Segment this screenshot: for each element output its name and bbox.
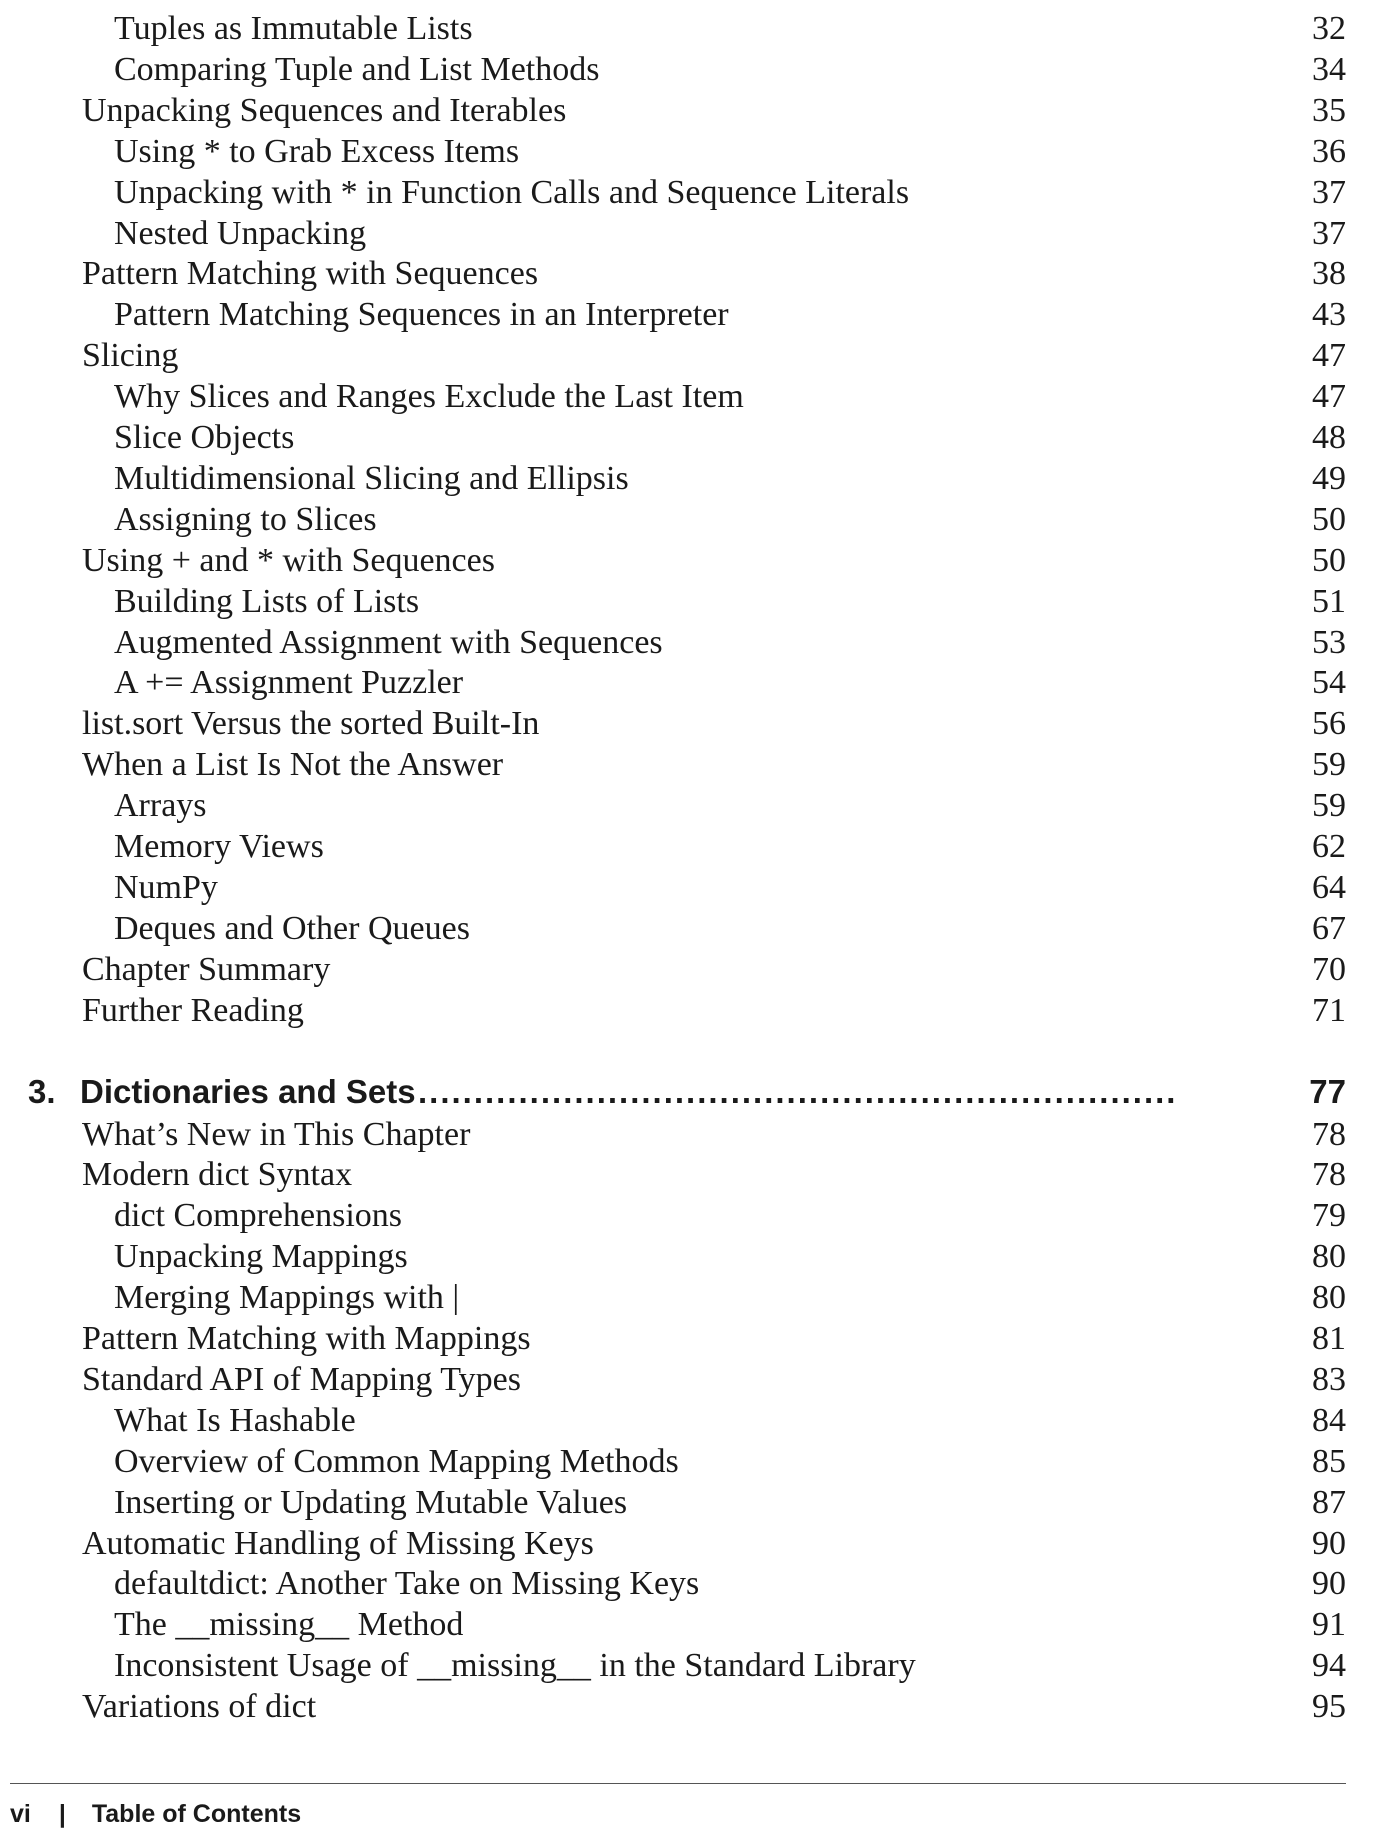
entry-title: Using + and * with Sequences	[82, 541, 495, 579]
toc-section-entry[interactable]	[82, 704, 1346, 744]
entry-page-number: 37	[1312, 173, 1346, 211]
entry-title: Further Reading	[82, 991, 304, 1029]
entry-page-number: 94	[1312, 1647, 1346, 1685]
entry-title: defaultdict: Another Take on Missing Keys	[114, 1565, 700, 1603]
entry-page-number: 59	[1312, 746, 1346, 784]
entry-title: list.sort Versus the sorted Built-In	[82, 705, 540, 743]
entry-title: Why Slices and Ranges Exclude the Last Item	[114, 378, 744, 416]
entry-page-number: 80	[1312, 1238, 1346, 1276]
entry-page-number: 38	[1312, 255, 1346, 293]
entry-title: Unpacking Sequences and Iterables	[82, 91, 567, 129]
entry-title: Standard API of Mapping Types	[82, 1360, 521, 1398]
entry-page-number: 37	[1312, 214, 1346, 252]
toc-subsection-entry[interactable]	[114, 909, 1346, 949]
toc-section-entry[interactable]	[82, 1524, 1346, 1564]
entry-title: Assigning to Slices	[114, 500, 377, 538]
entry-page-number: 49	[1312, 459, 1346, 497]
entry-page-number: 48	[1312, 419, 1346, 456]
entry-page-number: 35	[1312, 91, 1346, 129]
entry-title: Slice Objects	[114, 419, 295, 456]
toc-subsection-entry[interactable]	[114, 377, 1346, 417]
entry-page-number: 36	[1312, 132, 1346, 170]
entry-title: The __missing__ Method	[114, 1606, 464, 1644]
entry-title: Nested Unpacking	[114, 214, 367, 252]
footer-label: Table of Contents	[91, 1800, 302, 1828]
entry-page-number: 56	[1312, 705, 1346, 743]
entry-title: Comparing Tuple and List Methods	[114, 50, 600, 88]
entry-page-number: 64	[1312, 868, 1346, 906]
entry-title: Pattern Matching with Mappings	[82, 1320, 531, 1357]
entry-title: Unpacking Mappings	[114, 1238, 408, 1276]
toc-subsection-entry[interactable]	[114, 827, 1346, 867]
toc-subsection-entry[interactable]	[114, 132, 1346, 172]
entry-page-number: 80	[1312, 1279, 1346, 1317]
entry-page-number: 53	[1312, 623, 1346, 661]
entry-title: Tuples as Immutable Lists	[114, 10, 473, 47]
chapter-heading[interactable]	[28, 1068, 1346, 1116]
toc-subsection-entry[interactable]	[114, 295, 1346, 335]
toc-section-entry[interactable]	[82, 1360, 1346, 1400]
entry-page-number: 91	[1312, 1606, 1346, 1644]
entry-page-number: 90	[1312, 1524, 1346, 1562]
entry-page-number: 50	[1312, 541, 1346, 579]
toc-subsection-entry[interactable]	[114, 663, 1346, 703]
entry-title: Slicing	[82, 337, 179, 375]
entry-title: Merging Mappings with |	[114, 1279, 460, 1317]
entry-title: NumPy	[114, 868, 218, 906]
entry-title: Augmented Assignment with Sequences	[114, 623, 663, 661]
entry-title: Overview of Common Mapping Methods	[114, 1442, 679, 1480]
toc-section-entry[interactable]	[82, 91, 1346, 131]
toc-subsection-entry[interactable]	[114, 9, 1346, 49]
entry-title: Automatic Handling of Missing Keys	[82, 1524, 594, 1562]
entry-title: Variations of dict	[82, 1688, 317, 1726]
toc-section-entry[interactable]	[82, 1319, 1346, 1359]
toc-subsection-entry[interactable]	[114, 1237, 1346, 1277]
entry-title: A += Assignment Puzzler	[114, 664, 464, 702]
entry-title: Pattern Matching Sequences in an Interpreter	[114, 296, 729, 334]
footer-page-number: vi	[10, 1800, 31, 1828]
entry-title: dict Comprehensions	[114, 1197, 403, 1235]
toc-subsection-entry[interactable]	[114, 1605, 1346, 1645]
entry-title: Inconsistent Usage of __missing__ in the Standard Library	[114, 1647, 916, 1685]
entry-page-number: 78	[1312, 1156, 1346, 1194]
toc-subsection-entry[interactable]	[114, 1483, 1346, 1523]
toc-subsection-entry[interactable]	[114, 786, 1346, 826]
footer-rule	[10, 1783, 1346, 1784]
entry-page-number: 90	[1312, 1565, 1346, 1603]
entry-title: Building Lists of Lists	[114, 582, 420, 620]
toc-section-entry[interactable]	[82, 991, 1346, 1031]
entry-page-number: 87	[1312, 1483, 1346, 1521]
chapter-page-number: 77	[1309, 1072, 1346, 1110]
entry-page-number: 81	[1312, 1320, 1346, 1357]
toc-subsection-entry[interactable]	[114, 868, 1346, 908]
entry-page-number: 51	[1312, 582, 1346, 620]
entry-title: What’s New in This Chapter	[82, 1115, 471, 1153]
toc-subsection-entry[interactable]	[114, 1196, 1346, 1236]
toc-subsection-entry[interactable]	[114, 1442, 1346, 1482]
toc-section-entry[interactable]	[82, 1155, 1346, 1195]
entry-page-number: 54	[1312, 664, 1346, 702]
entry-page-number: 43	[1312, 296, 1346, 334]
dot-leader: ....................................................................	[418, 1072, 1178, 1110]
entry-page-number: 83	[1312, 1360, 1346, 1398]
toc-section-entry[interactable]	[82, 745, 1346, 785]
entry-title: When a List Is Not the Answer	[82, 746, 504, 784]
toc-section-entry[interactable]	[82, 254, 1346, 294]
chapter-number: 3.	[28, 1072, 56, 1110]
toc-subsection-entry[interactable]	[114, 1646, 1346, 1686]
entry-page-number: 47	[1312, 337, 1346, 375]
entry-title: Multidimensional Slicing and Ellipsis	[114, 459, 629, 497]
toc-subsection-entry[interactable]	[114, 1564, 1346, 1604]
footer-separator: |	[58, 1800, 66, 1828]
entry-title: Deques and Other Queues	[114, 909, 470, 947]
entry-page-number: 47	[1312, 378, 1346, 416]
toc-subsection-entry[interactable]	[114, 582, 1346, 622]
entry-title: What Is Hashable	[114, 1401, 356, 1439]
toc-subsection-entry[interactable]	[114, 50, 1346, 90]
toc-section-entry[interactable]	[82, 950, 1346, 990]
toc-section-entry[interactable]	[82, 1687, 1346, 1727]
entry-title: Modern dict Syntax	[82, 1156, 353, 1194]
entry-title: Unpacking with * in Function Calls and Sequence Literals	[114, 173, 910, 211]
entry-page-number: 32	[1312, 10, 1346, 47]
entry-title: Using * to Grab Excess Items	[114, 132, 520, 170]
toc-subsection-entry[interactable]	[114, 1278, 1346, 1318]
toc-section-entry[interactable]	[82, 336, 1346, 376]
entry-title: Arrays	[114, 787, 207, 825]
entry-page-number: 85	[1312, 1442, 1346, 1480]
toc-subsection-entry[interactable]	[114, 500, 1346, 540]
entry-page-number: 67	[1312, 909, 1346, 947]
toc-subsection-entry[interactable]	[114, 1401, 1346, 1441]
toc-subsection-entry[interactable]	[114, 623, 1346, 663]
toc-subsection-entry[interactable]	[114, 418, 1346, 458]
toc-subsection-entry[interactable]	[114, 214, 1346, 254]
entry-page-number: 70	[1312, 950, 1346, 988]
toc-section-entry[interactable]	[82, 541, 1346, 581]
page-footer	[10, 1796, 301, 1832]
entry-page-number: 84	[1312, 1401, 1346, 1439]
entry-page-number: 71	[1312, 991, 1346, 1029]
entry-page-number: 79	[1312, 1197, 1346, 1235]
toc-section-entry[interactable]	[82, 1115, 1346, 1155]
toc-subsection-entry[interactable]	[114, 459, 1346, 499]
entry-title: Chapter Summary	[82, 950, 331, 988]
entry-page-number: 34	[1312, 50, 1346, 88]
entry-title: Memory Views	[114, 828, 324, 865]
chapter-title: Dictionaries and Sets	[80, 1072, 416, 1110]
toc-subsection-entry[interactable]	[114, 173, 1346, 213]
entry-page-number: 95	[1312, 1688, 1346, 1726]
entry-page-number: 62	[1312, 828, 1346, 865]
entry-title: Pattern Matching with Sequences	[82, 255, 539, 293]
entry-page-number: 50	[1312, 500, 1346, 538]
entry-page-number: 59	[1312, 787, 1346, 825]
entry-page-number: 78	[1312, 1115, 1346, 1153]
entry-title: Inserting or Updating Mutable Values	[114, 1483, 628, 1521]
